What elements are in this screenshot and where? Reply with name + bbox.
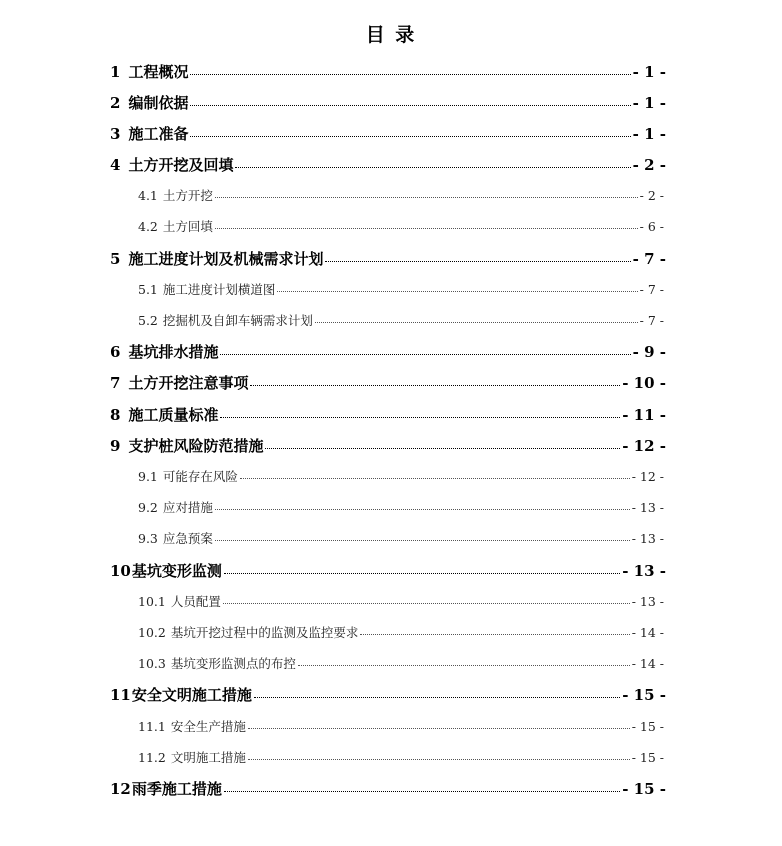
toc-entry-label: 工程概况 bbox=[128, 63, 189, 81]
toc-entry-label: 挖掘机及自卸车辆需求计划 bbox=[162, 313, 313, 328]
toc-entry-10-2[interactable] bbox=[138, 623, 664, 641]
toc-entry-page: - 14 - bbox=[631, 656, 664, 671]
toc-entry-number: 3 bbox=[110, 125, 121, 143]
toc-entry-number: 2 bbox=[110, 94, 121, 112]
toc-entry-label: 文明施工措施 bbox=[170, 750, 246, 765]
toc-entry-label: 安全文明施工措施 bbox=[131, 686, 252, 704]
dot-leader bbox=[298, 665, 630, 666]
toc-entry-number: 4.1 bbox=[138, 188, 158, 203]
toc-entry-number: 1 bbox=[110, 63, 121, 81]
toc-entry-label: 基坑变形监测点的布控 bbox=[170, 656, 296, 671]
dot-leader bbox=[220, 417, 620, 418]
toc-entry-10-3[interactable] bbox=[138, 654, 664, 672]
dot-leader bbox=[360, 634, 629, 635]
dot-leader bbox=[215, 228, 638, 229]
toc-entry-page: - 15 - bbox=[631, 750, 664, 765]
dot-leader bbox=[220, 354, 630, 355]
toc-entry-page: - 9 - bbox=[632, 343, 666, 361]
toc-entry-3[interactable] bbox=[110, 123, 666, 144]
toc-entry-number: 7 bbox=[110, 374, 121, 392]
toc-entry-page: - 13 - bbox=[631, 500, 664, 515]
toc-entry-5-2[interactable] bbox=[138, 311, 664, 329]
toc-entry-11-1[interactable] bbox=[138, 717, 664, 735]
toc-entry-11[interactable] bbox=[110, 684, 666, 705]
toc-entry-label: 可能存在风险 bbox=[162, 469, 238, 484]
dot-leader bbox=[215, 197, 638, 198]
dot-leader bbox=[240, 478, 630, 479]
toc-entry-label: 基坑排水措施 bbox=[128, 343, 219, 361]
toc-entry-page: - 7 - bbox=[632, 250, 666, 268]
toc-entry-9[interactable] bbox=[110, 435, 666, 456]
dot-leader bbox=[315, 322, 638, 323]
toc-entry-2[interactable] bbox=[110, 92, 666, 113]
toc-entry-label: 应对措施 bbox=[162, 500, 213, 515]
toc-entry-page: - 13 - bbox=[631, 531, 664, 546]
toc-entry-9-2[interactable] bbox=[138, 498, 664, 516]
toc-entry-page: - 6 - bbox=[639, 219, 664, 234]
toc-entry-label: 支护桩风险防范措施 bbox=[128, 437, 264, 455]
dot-leader bbox=[235, 167, 630, 168]
toc-entry-number: 9 bbox=[110, 437, 121, 455]
toc-entry-label: 土方开挖及回填 bbox=[128, 156, 234, 174]
toc-entry-number: 5.2 bbox=[138, 313, 158, 328]
toc-entry-page: - 1 - bbox=[632, 63, 666, 81]
toc-entry-page: - 2 - bbox=[639, 188, 664, 203]
toc-entry-10[interactable] bbox=[110, 560, 666, 581]
dot-leader bbox=[265, 448, 620, 449]
toc-entry-number: 4.2 bbox=[138, 219, 158, 234]
dot-leader bbox=[190, 74, 630, 75]
toc-entry-number: 11.1 bbox=[138, 719, 166, 734]
toc-entry-label: 编制依据 bbox=[128, 94, 189, 112]
toc-entry-label: 施工质量标准 bbox=[128, 406, 219, 424]
toc-entry-number: 11.2 bbox=[138, 750, 166, 765]
toc-entry-page: - 14 - bbox=[631, 625, 664, 640]
dot-leader bbox=[277, 291, 637, 292]
toc-entry-1[interactable] bbox=[110, 61, 666, 82]
toc-entry-number: 6 bbox=[110, 343, 121, 361]
dot-leader bbox=[223, 603, 630, 604]
dot-leader bbox=[215, 540, 630, 541]
toc-entry-label: 土方开挖注意事项 bbox=[128, 374, 249, 392]
toc-entry-5[interactable] bbox=[110, 248, 666, 269]
toc-entry-number: 9.2 bbox=[138, 500, 158, 515]
toc-entry-page: - 1 - bbox=[632, 125, 666, 143]
toc-entry-4-2[interactable] bbox=[138, 217, 664, 235]
toc-entry-9-3[interactable] bbox=[138, 529, 664, 547]
toc-entry-label: 施工进度计划横道图 bbox=[162, 282, 276, 297]
toc-entry-page: - 12 - bbox=[622, 437, 666, 455]
toc-entry-page: - 2 - bbox=[632, 156, 666, 174]
toc-entry-label: 施工准备 bbox=[128, 125, 189, 143]
toc-entry-page: - 12 - bbox=[631, 469, 664, 484]
toc-entry-label: 基坑变形监测 bbox=[131, 562, 222, 580]
toc-entry-number: 10.3 bbox=[138, 656, 166, 671]
toc-entry-page: - 13 - bbox=[622, 562, 666, 580]
toc-entry-label: 土方开挖 bbox=[162, 188, 213, 203]
toc-entry-number: 8 bbox=[110, 406, 121, 424]
toc-entry-page: - 7 - bbox=[639, 282, 664, 297]
toc-entry-number: 5.1 bbox=[138, 282, 158, 297]
dot-leader bbox=[224, 573, 620, 574]
toc-entry-8[interactable] bbox=[110, 404, 666, 425]
dot-leader bbox=[215, 509, 630, 510]
toc-entry-number: 10.2 bbox=[138, 625, 166, 640]
toc-entry-page: - 10 - bbox=[622, 374, 666, 392]
toc-entry-12[interactable] bbox=[110, 778, 666, 799]
toc-entry-number: 9.1 bbox=[138, 469, 158, 484]
dot-leader bbox=[190, 105, 630, 106]
toc-entry-number: 12 bbox=[110, 780, 131, 798]
toc-entry-11-2[interactable] bbox=[138, 748, 664, 766]
toc-entry-number: 11 bbox=[110, 686, 131, 704]
toc-entry-page: - 15 - bbox=[622, 686, 666, 704]
toc-entry-label: 人员配置 bbox=[170, 594, 221, 609]
toc-entry-4-1[interactable] bbox=[138, 186, 664, 204]
dot-leader bbox=[325, 261, 630, 262]
dot-leader bbox=[248, 728, 630, 729]
toc-entry-9-1[interactable] bbox=[138, 467, 664, 485]
toc-entry-number: 10.1 bbox=[138, 594, 166, 609]
toc-entry-label: 施工进度计划及机械需求计划 bbox=[128, 250, 324, 268]
toc-entry-6[interactable] bbox=[110, 341, 666, 362]
toc-title: 目 录 bbox=[365, 24, 417, 46]
toc-entry-number: 5 bbox=[110, 250, 121, 268]
toc-entry-page: - 15 - bbox=[622, 780, 666, 798]
toc-entry-page: - 7 - bbox=[639, 313, 664, 328]
toc-entry-number: 4 bbox=[110, 156, 121, 174]
toc-entry-label: 基坑开挖过程中的监测及监控要求 bbox=[170, 625, 359, 640]
toc-entry-page: - 11 - bbox=[622, 406, 666, 424]
toc-entry-page: - 1 - bbox=[632, 94, 666, 112]
toc-entry-4[interactable] bbox=[110, 154, 666, 175]
toc-entry-7[interactable] bbox=[110, 372, 666, 393]
toc-entry-label: 安全生产措施 bbox=[170, 719, 246, 734]
dot-leader bbox=[250, 385, 620, 386]
toc-entry-number: 10 bbox=[110, 562, 131, 580]
dot-leader bbox=[254, 697, 620, 698]
toc-entry-10-1[interactable] bbox=[138, 592, 664, 610]
toc-entry-label: 雨季施工措施 bbox=[131, 780, 222, 798]
toc-entry-label: 土方回填 bbox=[162, 219, 213, 234]
toc-entry-5-1[interactable] bbox=[138, 280, 664, 298]
dot-leader bbox=[248, 759, 630, 760]
dot-leader bbox=[190, 136, 630, 137]
toc-entry-number: 9.3 bbox=[138, 531, 158, 546]
toc-entry-page: - 13 - bbox=[631, 594, 664, 609]
toc-entry-label: 应急预案 bbox=[162, 531, 213, 546]
dot-leader bbox=[224, 791, 620, 792]
toc-entry-page: - 15 - bbox=[631, 719, 664, 734]
